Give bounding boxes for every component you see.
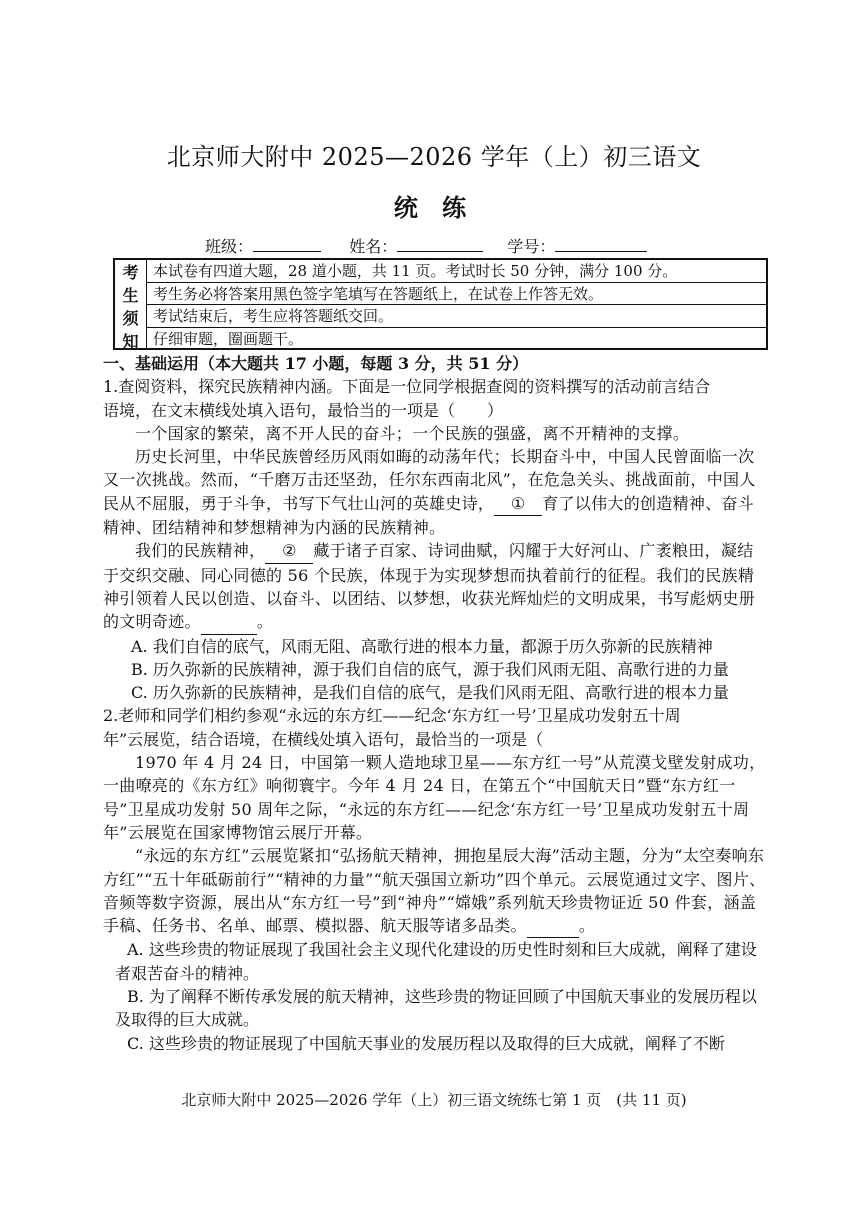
question-2-option-b: B. 为了阐释不断传承发展的航天精神，这些珍贵的物证回顾了中国航天事业的发展历程以及取得的巨大成就。 — [115, 987, 757, 1030]
question-2-option-a: A. 这些珍贵的物证展现了我国社会主义现代化建设的历史性时刻和巨大成就，阐释了建设者艰苦奋斗的精神。 — [115, 940, 757, 983]
notice-side-label — [115, 260, 147, 351]
passage-text: 育了以伟大的创造精神、奋斗精神、团结精神和梦想精神为内涵的民族精神。 — [103, 493, 755, 538]
notice-row: 仔细审题，圈画题干。 — [153, 329, 304, 348]
notice-row: 考生务必将答案用黑色签字笔填写在答题纸上，在试卷上作答无效。 — [147, 283, 766, 306]
notice-rows — [147, 260, 766, 348]
student-info-line — [205, 235, 647, 258]
passage-text: 我们的民族精神， — [135, 541, 266, 561]
exam-content — [103, 352, 768, 1055]
question-2-stem-line: 年”云展览，结合语境，在横线处填入语句，最恰当的一项是（ — [103, 729, 544, 749]
page-footer: 北京师大附中 2025—2026 学年（上）初三语文统练七第 1 页 (共 11 页) — [181, 1091, 687, 1109]
notice-row: 考试结束后，考生应将答题纸交回。 — [147, 305, 766, 328]
question-2-stem — [103, 704, 768, 751]
exam-subtitle: 统 练 — [393, 193, 475, 222]
question-1-passage-p2 — [103, 445, 768, 539]
exam-notice-box — [113, 258, 768, 350]
id-field[interactable] — [555, 235, 647, 252]
question-1-option-a: A. 我们自信的底气，风雨无阻、高歌行进的根本力量，都源于历久弥新的民族精神 — [131, 636, 713, 656]
notice-side-char: 考 — [122, 263, 139, 282]
question-1-option-c: C. 历久弥新的民族精神，是我们自信的底气，是我们风雨无阻、高歌行进的根本力量 — [131, 683, 729, 703]
question-1-passage-p3: 我们的民族精神， ② 藏于诸子百家、诗词曲赋，闪耀于大好河山、广袤粮田，凝结于交织交融、同心同德的 56 个民族，体现于为实现梦想而执着前行的征程。我们的民族精神引领着人民以创造、以奋斗、以团结、以梦想，收获光辉灿烂的文明成果，书写彪炳史册的文明奇迹。 。 — [103, 539, 768, 634]
question-2-passage-p1: 1970 年 4 月 24 日，中国第一颗人造地球卫星——东方红一号”从荒漠戈壁发射成功，一曲嘹亮的《东方红》响彻寰宇。今年 4 月 24 日，在第五个“中国航天日”暨“东方红一号”卫星成功发射 50 周年之际，“永远的东方红——纪念‘东方红一号’卫星成功发射五十周年”云展览在国家博物馆云展厅开幕。 — [103, 753, 766, 842]
class-label: 班级： — [205, 237, 254, 256]
question-1-stem-line: 1.查阅资料，探究民族精神内涵。下面是一位同学根据查阅的资料撰写的活动前言结合 — [103, 377, 711, 397]
class-field[interactable] — [253, 235, 321, 252]
section-heading: 一、基础运用（本大题共 17 小题，每题 3 分，共 51 分） — [103, 354, 529, 373]
exam-title: 北京师大附中 2025—2026 学年（上）初三语文 — [166, 143, 702, 171]
notice-side-char: 生 — [122, 286, 139, 305]
name-label: 姓名： — [349, 237, 398, 256]
blank-1: ① — [494, 492, 542, 516]
answer-blank — [527, 914, 579, 938]
question-1-passage-p1: 一个国家的繁荣，离不开人民的奋斗；一个民族的强盛，离不开精神的支撑。 — [135, 423, 690, 443]
question-1-option-b: B. 历久弥新的民族精神，源于我们自信的底气，源于我们风雨无阻、高歌行进的力量 — [131, 659, 729, 679]
answer-blank — [201, 610, 257, 634]
passage-text: 藏于诸子百家、诗词曲赋，闪耀于大好河山、广袤粮田，凝结于交织交融、同心同德的 56 个民族，体现于为实现梦想而执着前行的征程。我们的民族精神引领着人民以创造、以奋斗、以团结、以梦想，收获光辉灿烂的文明成果，书写彪炳史册的文明奇迹。 — [103, 541, 756, 632]
id-label: 学号： — [507, 237, 556, 256]
blank-2: ② — [265, 539, 313, 563]
notice-side-char: 须 — [122, 309, 139, 328]
notice-side-char: 知 — [122, 332, 139, 351]
question-2-stem-line: 2.老师和同学们相约参观“永远的东方红——纪念‘东方红一号’卫星成功发射五十周 — [103, 706, 681, 726]
notice-row: 本试卷有四道大题，28 道小题，共 11 页。考试时长 50 分钟，满分 100 分。 — [147, 260, 766, 283]
question-1-stem — [103, 375, 768, 422]
passage-text: “永远的东方红”云展览紧扣“弘扬航天精神，拥抱星辰大海”活动主题，分为“太空奏响东方红”“五十年砥砺前行”“精神的力量”“航天强国立新功”四个单元。云展览通过文字、图片、音频等数字资源，展出从“东方红一号”到“神舟”“嫦娥”系列航天珍贵物证近 50 件套，涵盖手稿、任务书、名单、邮票、模拟器、航天服等诸多品类。 — [103, 846, 766, 936]
question-2-option-c: C. 这些珍贵的物证展现了中国航天事业的发展历程以及取得的巨大成就，阐释了不断 — [127, 1033, 725, 1053]
question-1-stem-line: 语境，在文末横线处填入语句，最恰当的一项是（ ） — [103, 400, 504, 420]
question-2-passage-p2: “永远的东方红”云展览紧扣“弘扬航天精神，拥抱星辰大海”活动主题，分为“太空奏响东方红”“五十年砥砺前行”“精神的力量”“航天强国立新功”四个单元。云展览通过文字、图片、音频等数字资源，展出从“东方红一号”到“神舟”“嫦娥”系列航天珍贵物证近 50 件套，涵盖手稿、任务书、名单、邮票、模拟器、航天服等诸多品类。 。 — [103, 844, 768, 938]
passage-text: 历史长河里，中华民族曾经历风雨如晦的动荡年代；长期奋斗中，中国人民曾面临一次又一次挑战。然而，“千磨万击还坚劲，任尔东西南北风”，在危急关头、挑战面前，中国人民从不屈服，勇于斗争，书写下气壮山河的英雄史诗， — [103, 447, 756, 513]
name-field[interactable] — [397, 235, 483, 252]
